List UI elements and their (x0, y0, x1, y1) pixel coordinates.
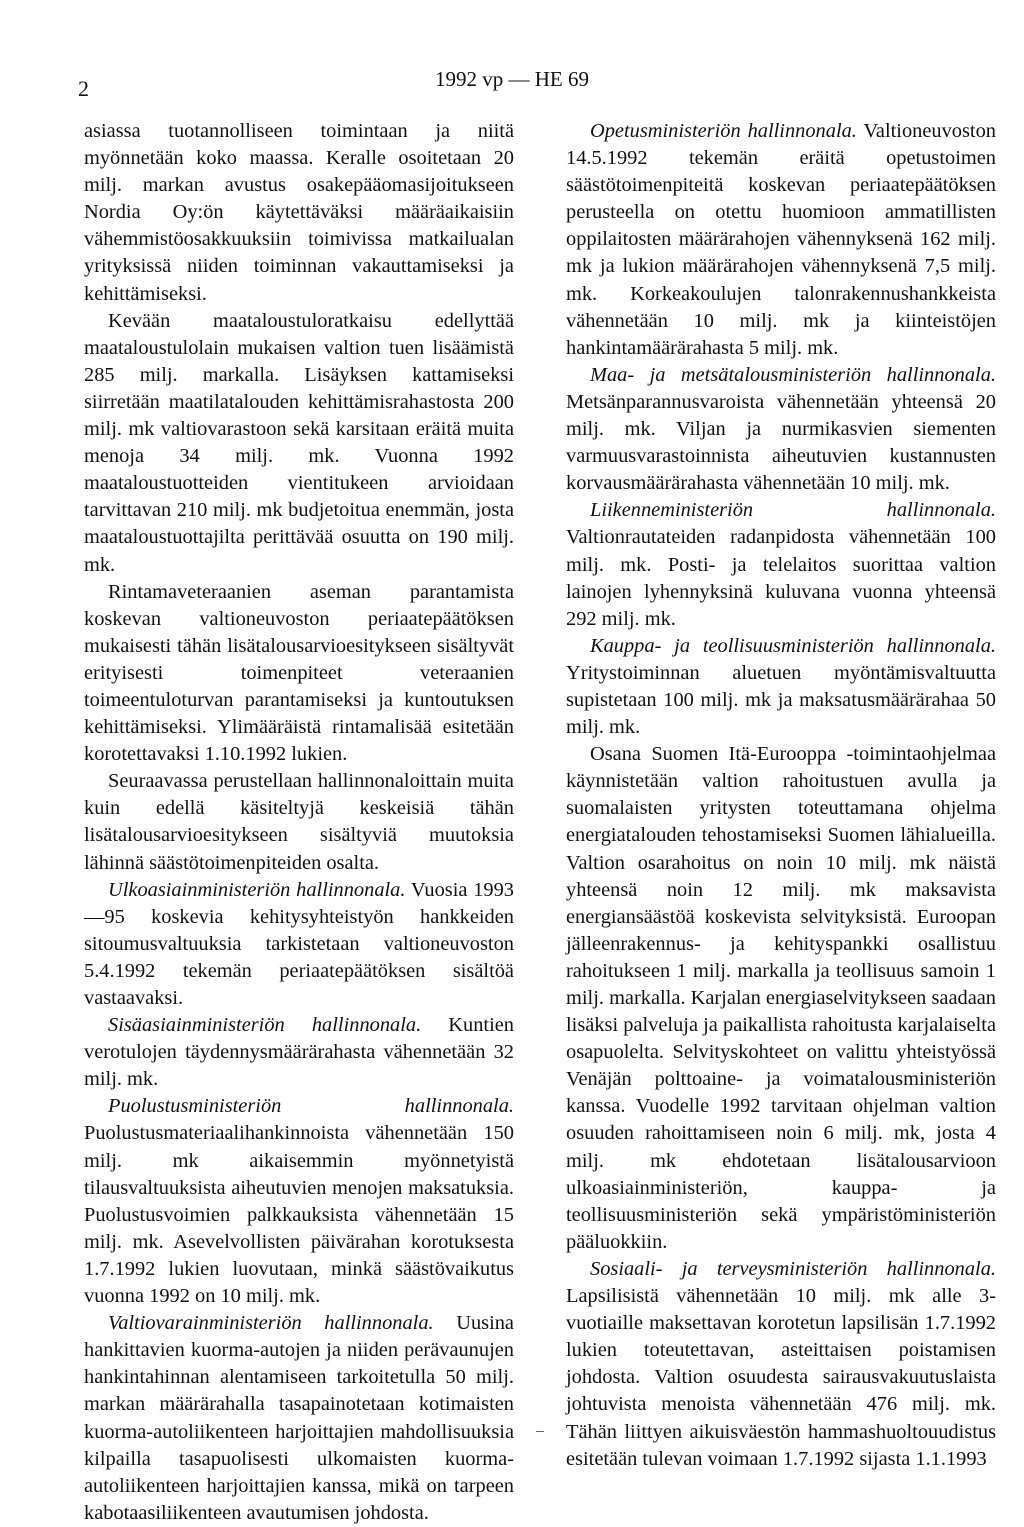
section-text: Yritystoiminnan aluetuen myöntämisvaltuutta supistetaan 100 milj. mk ja maksatusmäärärahaa 50 milj. mk. (566, 661, 996, 739)
section-title: Kauppa- ja teollisuusministeriön hallinnonala. (590, 634, 996, 657)
section-text: Puolustusmateriaalihankinnoista vähennetään 150 milj. mk aikaisemmin myönnetyistä tilausvaltuuksista aiheutuvien menojen maksatuksia. Puolustusvoimien palkkauksista vähennetään 15 milj. mk. Asevelvollisten päivärahan korotuksesta 1.7.1992 lukien luovutaan, minkä säästövaikutus vuonna 1992 on 10 milj. mk. (84, 1122, 514, 1308)
section-sisaasiainministerio (84, 1012, 514, 1093)
section-sosiaali-ja-terveysministerio (566, 1256, 996, 1473)
section-text: Lapsilisistä vähennetään 10 milj. mk alle 3-vuotiaille maksettavan korotetun lapsilisän 1.7.1992 lukien toteutettavan, asteittaisen poistamisen johdosta. Valtion osuudesta sairausvakuutuslaista johtuvista menoista vähennetään 476 milj. mk. Tähän liittyen aikuisväestön hammashuoltouudistus esitetään tulevan voimaan 1.7.1992 sijasta 1.1.1993 (566, 1285, 996, 1470)
left-paragraph-2: Kevään maataloustuloratkaisu edellyttää maataloustulolain mukaisen valtion tuen lisäämistä 285 milj. markalla. Lisäyksen kattamiseksi siirretään maatilatalouden kehittämisrahastosta 200 milj. mk valtiovarastoon sekä karsitaan eräitä muita menoja 34 milj. mk. Vuonna 1992 maataloustuotteiden vientitukeen arvioidaan tarvittavan 210 milj. mk budjetoitua enemmän, josta maataloustuottajilta perittävää osuutta on 190 milj. mk. (84, 309, 514, 576)
section-opetusministerio (566, 118, 996, 362)
section-title: Maa- ja metsätalousministeriön hallinnonala. (590, 363, 996, 386)
left-paragraph-3: Rintamaveteraanien aseman parantamista koskevan valtioneuvoston periaatepäätöksen mukaisesti tähän lisätalousarvioesitykseen sisältyvät erityisesti toimenpiteet veteraanien toimeentuloturvan parantamiseksi ja kuntoutuksen kehittämiseksi. Ylimääräistä rintamalisää esitetään korotettavaksi 1.10.1992 lukien. (84, 580, 514, 766)
section-kauppa-ja-teollisuusministerio (566, 633, 996, 741)
section-ulkoasiainministerio (84, 877, 514, 1012)
section-text: Valtioneuvoston 14.5.1992 tekemän eräitä opetustoimen säästötoimenpiteitä koskevan periaatepäätöksen perusteella on otettu huomioon ammatillisten oppilaitosten määrärahojen vähennyksenä 162 milj. mk ja lukion määrärahojen vähennyksenä 7,5 milj. mk. Korkeakoulujen talonrakennushankkeista vähennetään 10 milj. mk ja kiinteistöjen hankintamäärärahasta 5 milj. mk. (566, 120, 996, 359)
section-puolustusministerio (84, 1093, 514, 1310)
section-liikenneministerio (566, 497, 996, 632)
left-paragraph-1: asiassa tuotannolliseen toimintaan ja niitä myönnetään koko maassa. Keralle osoitetaan 20 milj. markan avustus osakepääomasijoitukseen Nordia Oy:ön käytettäväksi määräaikaisiin vähemmistöosakkuuksiin toimivissa matkailualan yrityksissä niiden toiminnan vakauttamiseksi ja kehittämiseksi. (84, 120, 514, 305)
section-title: Ulkoasiainministeriön hallinnonala. (108, 878, 406, 901)
section-title: Sosiaali- ja terveysministeriön hallinnonala. (590, 1257, 996, 1280)
section-title: Sisäasiainministeriön hallinnonala. (108, 1014, 422, 1037)
running-head: 1992 vp — HE 69 (435, 67, 589, 91)
section-text: Kuntien verotulojen täydennysmäärärahasta vähennetään 32 milj. mk. (84, 1014, 515, 1091)
right-column (566, 118, 996, 1473)
section-title: Opetusministeriön hallinnonala. (590, 120, 857, 142)
section-text: Valtionrautateiden radanpidosta vähennetään 100 milj. mk. Posti- ja telelaitos suorittaa valtion lainojen lyhennyksinä kuluvana vuonna yhteensä 292 milj. mk. (566, 526, 996, 630)
left-column (84, 118, 514, 1527)
right-paragraph-ita-eurooppa: Osana Suomen Itä-Eurooppa -toimintaohjelmaa käynnistetään valtion rahoitustuen avulla ja suomalaisten yritysten toteuttamana ohjelma energiatalouden tehostamiseksi Suomen lähialueilla. Valtion osarahoitus on noin 10 milj. mk näistä yhteensä noin 12 milj. mk maksavista energiansäästöä koskevista selvityksistä. Euroopan jälleenrakennus- ja kehityspankki osallistuu rahoitukseen 1 milj. markalla ja teollisuus samoin 1 milj. markalla. Karjalan energiaselvitykseen saadaan lisäksi palveluja ja paikallista rahoitusta karjalaiselta osapuolelta. Selvityskohteet on valittu yhteistyössä Venäjän polttoaine- ja voimatalousministeriön kanssa. Vuodelle 1992 tarvitaan ohjelman valtion osuuden rahoittamiseen noin 6 milj. mk, josta 4 milj. mk ehdotetaan lisätalousarvioon ulkoasiainministeriön, kauppa- ja teollisuusministeriön sekä ympäristöministeriön pääluokkiin. (566, 743, 996, 1253)
section-valtiovarainministerio (84, 1310, 514, 1527)
section-text: Metsänparannusvaroista vähennetään yhteensä 20 milj. mk. Viljan ja nurmikasvien siementen varmuusvarastoinnista aiheutuvien kustannusten korvausmäärärahasta vähennetään 10 milj. mk. (566, 390, 996, 495)
section-text: Vuosia 1993—95 koskevia kehitysyhteistyön hankkeiden sitoumusvaltuuksia tarkistetaan valtioneuvoston 5.4.1992 tekemän periaatepäätöksen sisältöä vastaavaksi. (84, 878, 514, 1009)
section-text: Uusina hankittavien kuorma-autojen ja niiden perävaunujen hankintahinnan alentamiseen tarkoitetulla 50 milj. markan määrärahalla tasapainotetaan kotimaisten kuorma-autoliikenteen harjoittajien mahdollisuuksia kilpailla tasapuolisesti ulkomaisten kuorma-autoliikenteen harjoittajien kanssa, mikä on tarpeen kabotaasiliikenteen avautumisen johdosta. (84, 1312, 514, 1524)
section-title: Puolustusministeriön hallinnonala. (108, 1095, 514, 1118)
section-title: Valtiovarainministeriön hallinnonala. (108, 1312, 434, 1335)
section-title: Liikenneministeriön hallinnonala. (590, 499, 996, 522)
footer-dash (536, 1431, 544, 1432)
page-number: 2 (78, 76, 89, 101)
section-maa-ja-metsatalousministerio (566, 362, 996, 497)
left-paragraph-4: Seuraavassa perustellaan hallinnonaloittain muita kuin edellä käsiteltyjä keskeisiä tähän lisätalousarvioesitykseen sisältyviä muutoksia lähinnä säästötoimenpiteiden osalta. (84, 770, 514, 874)
